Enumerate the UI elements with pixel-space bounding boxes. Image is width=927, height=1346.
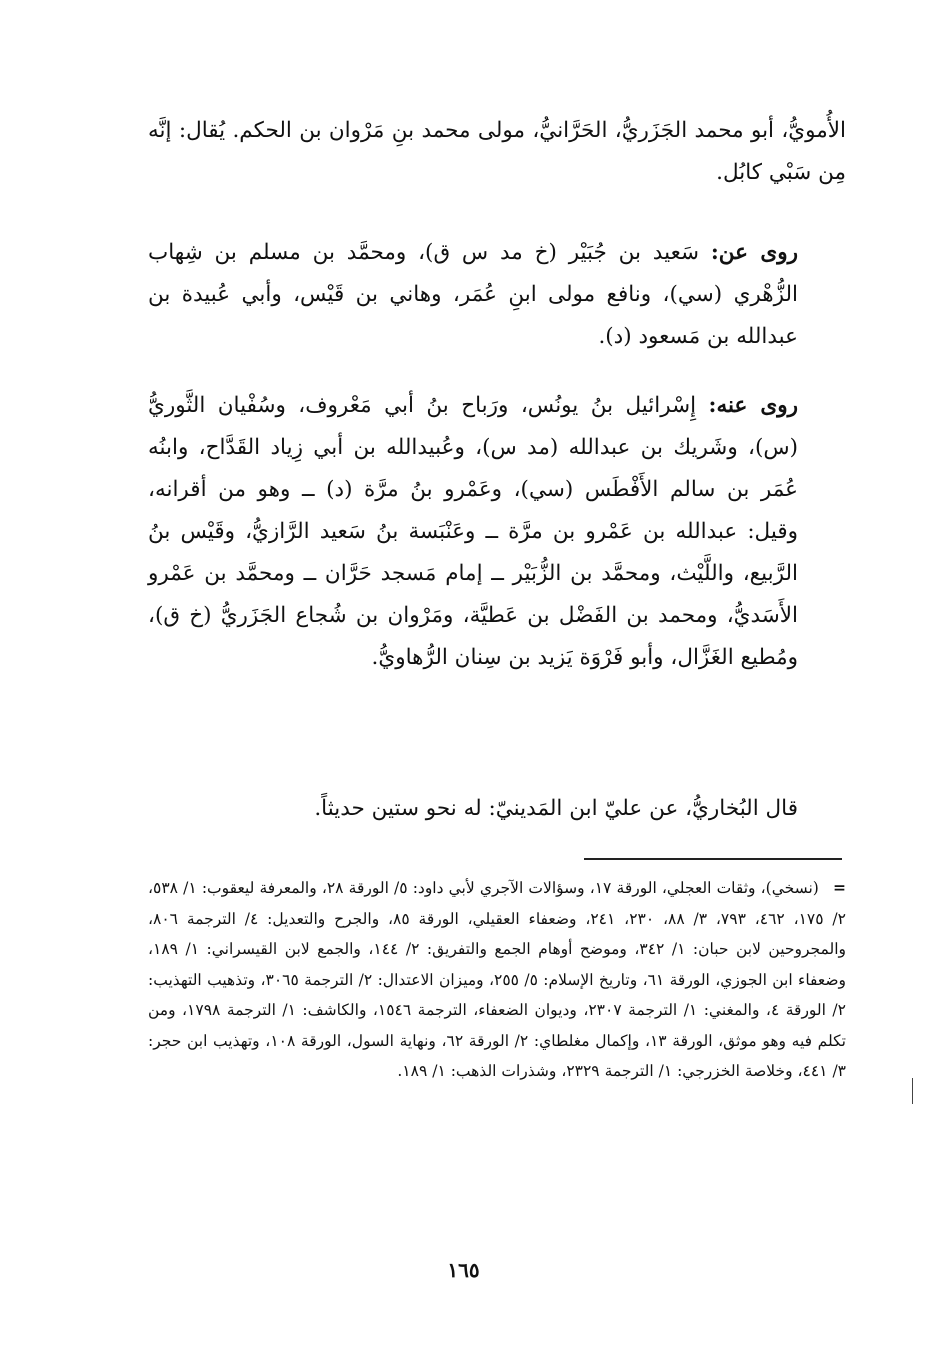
margin-mark (912, 1078, 913, 1104)
footnote-continuation-marker: = (832, 878, 846, 897)
page-number: ١٦٥ (447, 1258, 480, 1282)
footnotes-section (148, 873, 846, 1087)
narrated-by-paragraph (148, 385, 846, 679)
footnote-separator (584, 858, 842, 860)
narrated-from-label: روى عن: (710, 240, 799, 265)
bukhari-quote: قال البُخاريُّ، عن عليّ ابن المَدينيّ: له نحو ستين حديثاً. (314, 796, 798, 821)
narrated-by-text: إِسْرائيل بنُ يونُس، ورَباح بنُ أبي مَعْروف، وسُفْيان الثَّوريُّ (س)، وشَريك بن عبدالله (مد س)، وعُبيدالله بن أبي زِياد القَدَّاح، وابنُه عُمَر بن سالم الأَفْطَس (سي)، وعَمْرو بنُ مرَّة (د) ــ وهو من أقرانه، وقيل: عبدالله بن عَمْرو بن مرَّة ــ وعَنْبَسة بنُ سَعيد الرَّازيُّ، وقَيْس بنُ الرَّبيع، واللَّيْث، ومحمَّد بن الزُّبَيْر ــ إمام مَسجد حَرَّان ــ ومحمَّد بن عَمْرو الأَسَديُّ، ومحمد بن الفَضْل بن عَطيَّة، ومَرْوان بن شُجاع الجَزَريُّ (خ ق)، ومُطيع الغَزَّال، وأبو فَرْوَة يَزيد بن سِنان الرُّهاويُّ. (148, 393, 798, 670)
narrated-from-paragraph (148, 232, 846, 358)
bukhari-paragraph (148, 788, 846, 830)
intro-paragraph (148, 110, 846, 194)
narrated-by-label: روى عنه: (708, 393, 798, 418)
narrated-from-text: سَعيد بن جُبَيْر (خ مد س ق)، ومحمَّد بن مسلم بن شِهاب الزُّهْري (سي)، ونافع مولى ابنِ عُمَر، وهاني بن قَيْس، وأبي عُبيدة بن عبدالله بن مَسعود (د). (148, 240, 798, 349)
footnote-text: (نسخي)، وثقات العجلي، الورقة ١٧، وسؤالات الآجري لأبي داود: ٥/ الورقة ٢٨، والمعرفة ليعقوب: ١/ ٥٣٨، ٢/ ١٧٥، ٤٦٢، ٧٩٣، ٣/ ٨٨، ٢٣٠، ٢٤١، وضعفاء العقيلي، الورقة ٨٥، والجرح والتعديل: ٤/ الترجمة ٨٠٦، والمجروحين لابن حبان: ١/ ٣٤٢، وموضح أوهام الجمع والتفريق: ٢/ ١٤٤، والجمع لابن القيسراني: ١/ ١٨٩، وضعفاء ابن الجوزي، الورقة ٦١، وتاريخ الإسلام: ٥/ ٢٥٥، وميزان الاعتدال: ٢/ الترجمة ٣٠٦٥، وتذهيب التهذيب: ٢/ الورقة ٤، والمغني: ١/ الترجمة ٢٣٠٧، وديوان الضعفاء، الترجمة ١٥٤٦، والكاشف: ١/ الترجمة ١٧٩٨، ومن تكلم فيه وهو موثق، الورقة ١٣، وإكمال مغلطاي: ٢/ الورقة ٦٢، ونهاية السول، الورقة ١٠٨، وتهذيب ابن حجر: ٣/ ٤٤١، وخلاصة الخزرجي: ١/ الترجمة ٢٣٢٩، وشذرات الذهب: ١/ ١٨٩. (148, 879, 847, 1080)
footnote-paragraph (148, 873, 846, 1087)
narrated-from-line (148, 232, 846, 358)
intro-text: الأُمويُّ، أبو محمد الجَزَريُّ، الحَرَّانيُّ، مولى محمد بنِ مَرْوان بن الحكم. يُقال: إنَّه مِن سَبْي كابُل. (148, 118, 846, 185)
narrated-by-line (148, 385, 846, 679)
